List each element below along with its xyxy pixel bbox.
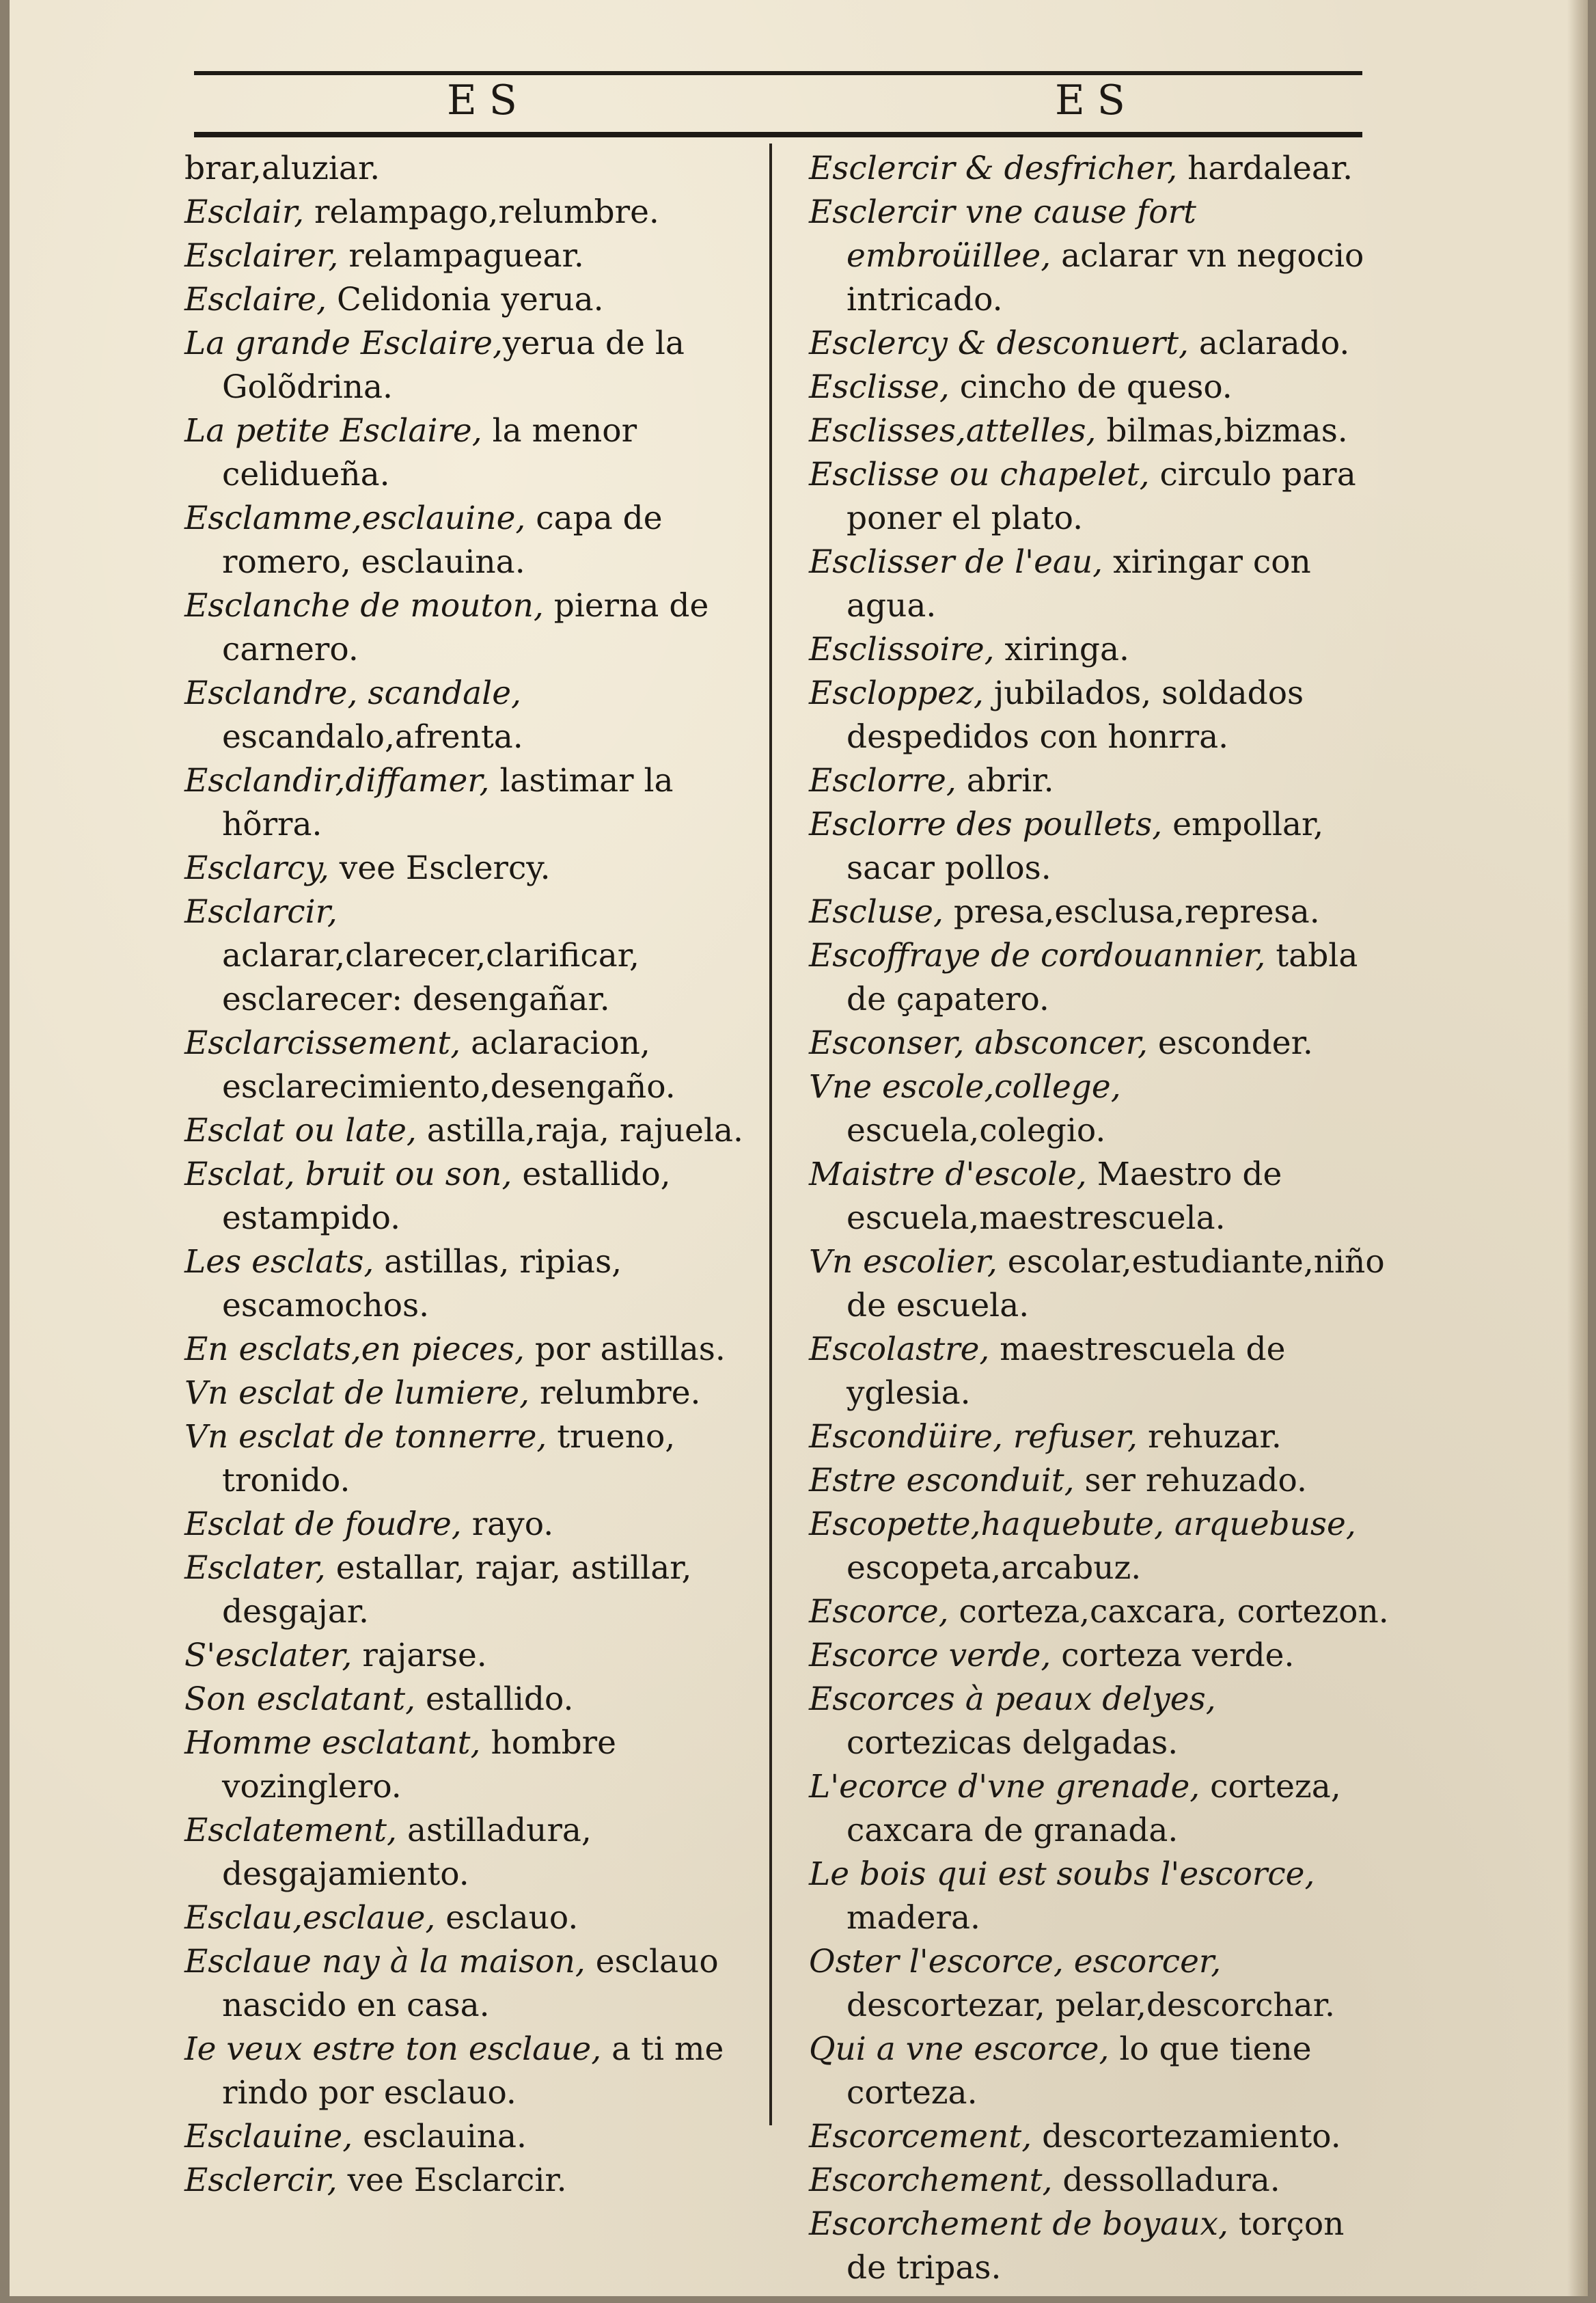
entry-translation: torçon de tripas. <box>847 2205 1345 2287</box>
entry-translation: hombre vozinglero. <box>222 1724 616 1805</box>
dictionary-entry <box>809 1459 1390 1503</box>
entry-headword: Son esclatant, <box>184 1680 416 1718</box>
dictionary-entry <box>809 541 1390 628</box>
entry-translation: astilla,raja, rajuela. <box>416 1112 743 1149</box>
entry-translation: cincho de queso. <box>949 368 1233 406</box>
entry-headword: Esclercir vne cause fort embroüillee, <box>809 193 1196 275</box>
dictionary-entry <box>809 409 1390 453</box>
entry-translation: estallar, rajar, astillar, desgajar. <box>222 1549 692 1631</box>
entry-headword: Escorce verde, <box>809 1637 1051 1674</box>
entry-translation: aclarar,clarecer,clarificar, esclarecer: desengañar. <box>222 937 639 1018</box>
dictionary-entry <box>184 147 758 191</box>
entry-headword: Esclisser de l'eau, <box>809 543 1103 581</box>
entry-headword: Estre esconduit, <box>809 1462 1075 1499</box>
entry-headword: Le bois qui est soubs l'escorce, <box>809 1855 1315 1893</box>
entry-translation: por astillas. <box>524 1331 726 1368</box>
entry-headword: Maistre d'escole, <box>809 1156 1087 1193</box>
header-rule-top <box>194 71 1362 75</box>
entry-translation: maestrescuela de yglesia. <box>847 1331 1286 1412</box>
entry-translation: empollar, sacar pollos. <box>847 806 1324 887</box>
dictionary-entry <box>809 628 1390 672</box>
dictionary-entry <box>809 2203 1390 2290</box>
dictionary-entry <box>184 2115 758 2159</box>
entry-translation: circulo para poner el plato. <box>847 456 1356 537</box>
entry-headword: Escorcement, <box>809 2118 1032 2155</box>
entry-translation: pierna de carnero. <box>222 587 709 668</box>
dictionary-entry <box>184 759 758 847</box>
entry-headword: Escorce, <box>809 1593 949 1631</box>
entry-translation: esclauo. <box>435 1899 579 1937</box>
dictionary-entry <box>184 322 758 409</box>
entry-translation: escolar,estudiante,niño de escuela. <box>847 1243 1385 1324</box>
dictionary-entry <box>809 1240 1390 1328</box>
entry-translation: hardalear. <box>1177 150 1353 187</box>
entry-translation: capa de romero, esclauina. <box>222 500 663 581</box>
entry-translation: xiringar con agua. <box>847 543 1311 625</box>
entry-headword: Esclarcir, <box>184 893 338 931</box>
entry-translation: escopeta,arcabuz. <box>847 1549 1142 1587</box>
entry-translation: relampago,relumbre. <box>304 193 659 231</box>
dictionary-entry <box>809 1678 1390 1765</box>
dictionary-entry <box>809 1328 1390 1415</box>
entry-headword: Qui a vne escorce, <box>809 2030 1110 2068</box>
entry-translation: rajarse. <box>352 1637 487 1674</box>
dictionary-entry <box>809 2115 1390 2159</box>
entry-translation: ser rehuzado. <box>1074 1462 1307 1499</box>
dictionary-entry <box>809 1065 1390 1153</box>
entry-headword: Escondüire, refuser, <box>809 1418 1138 1456</box>
entry-headword: Esclisse ou chapelet, <box>809 456 1150 493</box>
dictionary-entry <box>809 147 1390 191</box>
entry-translation: rehuzar. <box>1138 1418 1282 1456</box>
entry-translation: astillas, ripias, escamochos. <box>222 1243 622 1324</box>
entry-headword: La petite Esclaire, <box>184 412 482 450</box>
entry-headword: Esclat de foudre, <box>184 1505 462 1543</box>
entry-headword: Esclercir & desfricher, <box>809 150 1178 187</box>
entry-translation: escuela,colegio. <box>847 1112 1106 1149</box>
entry-translation: Maestro de escuela,maestrescuela. <box>847 1156 1282 1237</box>
entry-translation: dessolladura. <box>1052 2162 1280 2199</box>
dictionary-entry <box>184 409 758 497</box>
entry-headword: Esclandir,diffamer, <box>184 762 490 800</box>
entry-headword: Esclamme,esclauine, <box>184 500 526 537</box>
entry-headword: Ie veux estre ton esclaue, <box>184 2030 602 2068</box>
right-column <box>809 147 1390 2290</box>
entry-translation: Celidonia yerua. <box>327 281 604 318</box>
dictionary-entry <box>809 1853 1390 1940</box>
dictionary-entry <box>184 890 758 1022</box>
dictionary-entry <box>184 2159 758 2203</box>
entry-headword: Esclat ou late, <box>184 1112 417 1149</box>
entry-translation: yerua de la Golõdrina. <box>222 325 685 406</box>
entry-headword: Esclau,esclaue, <box>184 1899 436 1937</box>
dictionary-entry <box>809 453 1390 541</box>
entry-headword: Esclauine, <box>184 2118 353 2155</box>
entry-headword: Esclisses,attelles, <box>809 412 1097 450</box>
entry-headword: Esclaue nay à la maison, <box>184 1943 586 1980</box>
dictionary-entry <box>184 1415 758 1503</box>
dictionary-entry <box>809 890 1390 934</box>
entry-headword: Esclanche de mouton, <box>184 587 544 625</box>
entry-translation: relumbre. <box>529 1374 701 1412</box>
left-column <box>184 147 758 2203</box>
entry-headword: Vn esclat de lumiere, <box>184 1374 530 1412</box>
dictionary-entry <box>809 1765 1390 1853</box>
entry-translation: rayo. <box>461 1505 554 1543</box>
entry-headword: Esconser, absconcer, <box>809 1024 1148 1062</box>
entry-headword: Esclorre, <box>809 762 957 800</box>
dictionary-entry <box>184 2028 758 2115</box>
dictionary-entry <box>809 759 1390 803</box>
entry-translation: esconder. <box>1147 1024 1313 1062</box>
entry-headword: Esclair, <box>184 193 305 231</box>
dictionary-entry <box>184 1896 758 1940</box>
entry-translation: cortezicas delgadas. <box>847 1724 1179 1762</box>
dictionary-entry <box>809 1022 1390 1065</box>
dictionary-entry <box>184 1721 758 1809</box>
entry-translation: esclauo nascido en casa. <box>222 1943 719 2024</box>
entry-translation: presa,esclusa,represa. <box>943 893 1320 931</box>
dictionary-entry <box>809 2028 1390 2115</box>
dictionary-entry <box>809 191 1390 322</box>
entry-headword: Esclorre des poullets, <box>809 806 1163 843</box>
dictionary-entry <box>809 672 1390 759</box>
dictionary-entry <box>184 1634 758 1678</box>
dictionary-entry <box>809 1415 1390 1459</box>
dictionary-entry <box>809 934 1390 1022</box>
dictionary-entry <box>184 497 758 584</box>
dictionary-entry <box>184 1240 758 1328</box>
dictionary-entry <box>809 322 1390 366</box>
column-divider <box>769 144 772 2125</box>
entry-translation: vee Esclercy. <box>329 849 551 887</box>
entry-headword: Esclercir, <box>184 2162 338 2199</box>
entry-headword: Vne escole,college, <box>809 1068 1121 1106</box>
entry-translation: aclaracion, esclarecimiento,desengaño. <box>222 1024 676 1106</box>
dictionary-entry <box>809 1634 1390 1678</box>
entry-headword: S'esclater, <box>184 1637 353 1674</box>
entry-translation: bilmas,bizmas. <box>1096 412 1348 450</box>
entry-translation: trueno, tronido. <box>222 1418 676 1499</box>
running-head-left: ES <box>447 77 529 124</box>
dictionary-entry <box>809 1940 1390 2028</box>
entry-translation: esclauina. <box>353 2118 527 2155</box>
dictionary-entry <box>809 366 1390 409</box>
entry-headword: Esclercy & desconuert, <box>809 325 1189 362</box>
entry-headword: Esclaire, <box>184 281 327 318</box>
entry-headword: Escopette,haquebute, arquebuse, <box>809 1505 1356 1543</box>
entry-translation: escandalo,afrenta. <box>222 718 523 756</box>
entry-translation: aclarar vn negocio intricado. <box>847 237 1364 318</box>
entry-translation: estallido, estampido. <box>222 1156 671 1237</box>
dictionary-entry <box>184 1153 758 1240</box>
entry-headword: Vn escolier, <box>809 1243 998 1281</box>
dictionary-entry <box>809 2159 1390 2203</box>
dictionary-entry <box>184 847 758 890</box>
dictionary-entry <box>809 1590 1390 1634</box>
entry-translation: madera. <box>847 1899 980 1937</box>
entry-translation: descortezar, pelar,descorchar. <box>847 1987 1335 2024</box>
entry-headword: Escluse, <box>809 893 944 931</box>
dictionary-entry <box>184 584 758 672</box>
entry-translation: brar,aluziar. <box>184 150 381 187</box>
entry-translation: tabla de çapatero. <box>847 937 1358 1018</box>
entry-translation: jubilados, soldados despedidos con honrra. <box>847 674 1304 756</box>
entry-translation: la menor celidueña. <box>222 412 637 493</box>
dictionary-entry <box>809 803 1390 890</box>
entry-translation: corteza verde. <box>1051 1637 1295 1674</box>
entry-headword: Escorces à peaux delyes, <box>809 1680 1216 1718</box>
dictionary-entry <box>184 1503 758 1546</box>
dictionary-page <box>10 0 1588 2296</box>
dictionary-entry <box>184 1109 758 1153</box>
dictionary-entry <box>184 1328 758 1372</box>
entry-translation: aclarado. <box>1188 325 1350 362</box>
entry-translation: lo que tiene corteza. <box>847 2030 1312 2112</box>
entry-headword: La grande Esclaire, <box>184 325 503 362</box>
entry-headword: Esclatement, <box>184 1812 397 1849</box>
entry-translation: relampaguear. <box>338 237 584 275</box>
entry-headword: Escorchement de boyaux, <box>809 2205 1228 2243</box>
entry-headword: Escorchement, <box>809 2162 1053 2199</box>
entry-translation: descortezamiento. <box>1032 2118 1341 2155</box>
entry-headword: Les esclats, <box>184 1243 374 1281</box>
entry-headword: Esclairer, <box>184 237 339 275</box>
entry-headword: Esclisse, <box>809 368 950 406</box>
entry-headword: Escolastre, <box>809 1331 990 1368</box>
entry-translation: corteza, caxcara de granada. <box>847 1768 1341 1849</box>
dictionary-entry <box>184 1546 758 1634</box>
entry-headword: Esclater, <box>184 1549 326 1587</box>
entry-headword: Esclat, bruit ou son, <box>184 1156 512 1193</box>
page-edge-shadow <box>1567 0 1588 2296</box>
entry-translation: a ti me rindo por esclauo. <box>222 2030 724 2112</box>
header-rule-bottom <box>194 132 1362 137</box>
entry-headword: Escoffraye de cordouannier, <box>809 937 1266 975</box>
entry-translation: abrir. <box>956 762 1054 800</box>
entry-headword: Esclissoire, <box>809 631 995 668</box>
dictionary-entry <box>184 1022 758 1109</box>
dictionary-entry <box>184 672 758 759</box>
dictionary-entry <box>184 1678 758 1721</box>
entry-translation: corteza,caxcara, cortezon. <box>948 1593 1389 1631</box>
dictionary-entry <box>184 278 758 322</box>
entry-headword: Homme esclatant, <box>184 1724 481 1762</box>
entry-translation: astilladura, desgajamiento. <box>222 1812 592 1893</box>
dictionary-entry <box>809 1503 1390 1590</box>
dictionary-entry <box>184 1809 758 1896</box>
dictionary-entry <box>184 234 758 278</box>
entry-translation: estallido. <box>415 1680 574 1718</box>
entry-headword: Esclarcissement, <box>184 1024 461 1062</box>
dictionary-entry <box>809 1153 1390 1240</box>
dictionary-entry <box>184 191 758 234</box>
entry-headword: Esclandre, scandale, <box>184 674 521 712</box>
entry-translation: vee Esclarcir. <box>337 2162 567 2199</box>
entry-headword: Esclarcy, <box>184 849 329 887</box>
entry-headword: L'ecorce d'vne grenade, <box>809 1768 1200 1805</box>
entry-headword: En esclats,en pieces, <box>184 1331 525 1368</box>
entry-translation: xiringa. <box>994 631 1129 668</box>
running-head-right: ES <box>1055 77 1138 124</box>
entry-translation: lastimar la hõrra. <box>222 762 674 843</box>
entry-headword: Vn esclat de tonnerre, <box>184 1418 547 1456</box>
dictionary-entry <box>184 1372 758 1415</box>
dictionary-entry <box>184 1940 758 2028</box>
entry-headword: Oster l'escorce, escorcer, <box>809 1943 1222 1980</box>
entry-headword: Escloppez, <box>809 674 984 712</box>
